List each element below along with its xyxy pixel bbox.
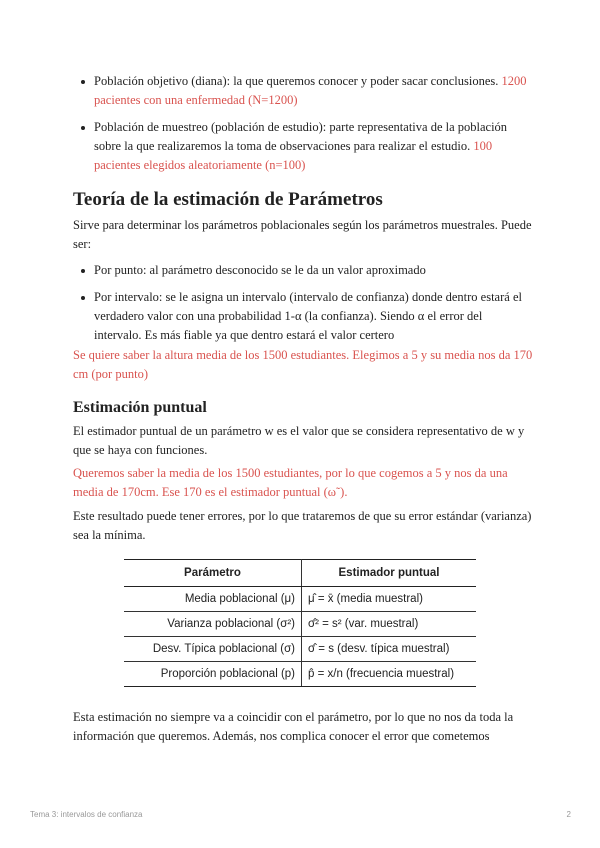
example-paragraph: Queremos saber la media de los 1500 estudiantes, por lo que cogemos a 5 y nos da una media de 170cm. Ese 170 es el estimador puntual (ω˜).: [73, 466, 508, 499]
example-highlight: 1200 pacientes con una enfermedad (N=1200): [94, 74, 527, 107]
list-item-text: Por punto: al parámetro desconocido se le da un valor aproximado: [94, 263, 426, 277]
table-row: [124, 637, 476, 662]
paragraph: Esta estimación no siempre va a coincidir con el parámetro, por lo que no nos da toda la información que queremos. Además, nos complica conocer el error que cometemos: [73, 710, 514, 743]
bullet-dot: [81, 126, 85, 130]
table-header: Parámetro: [124, 560, 302, 587]
page-number: 2: [566, 810, 571, 819]
paragraph: Sirve para determinar los parámetros poblacionales según los parámetros muestrales. Puede ser:: [73, 218, 532, 251]
table-header: Estimador puntual: [302, 560, 477, 587]
estimator-table: [124, 559, 476, 687]
list-item: [0, 288, 600, 345]
example-paragraph: Se quiere saber la altura media de los 1500 estudiantes. Elegimos a 5 y su media nos da 170 cm (por punto): [73, 348, 533, 381]
footer-title: Tema 3: intervalos de confianza: [30, 810, 143, 819]
paragraph: El estimador puntual de un parámetro w es el valor que se considera representativo de w y que se haya con funciones.: [73, 424, 525, 457]
table-row: [124, 612, 476, 637]
table-cell: Varianza poblacional (σ²): [124, 612, 302, 637]
table-row: [124, 662, 476, 687]
list-item: [0, 72, 600, 110]
table-cell: Media poblacional (μ): [124, 587, 302, 612]
section-title: Teoría de la estimación de Parámetros: [73, 189, 383, 210]
table-row: [124, 587, 476, 612]
bullet-dot: [81, 296, 85, 300]
table-cell: σ̂ = s (desv. típica muestral): [302, 637, 477, 662]
example-highlight: 100 pacientes elegidos aleatoriamente (n=100): [94, 139, 493, 172]
population-list: [0, 72, 600, 183]
list-item: [0, 118, 600, 175]
bullet-dot: [81, 80, 85, 84]
table-cell: μ̂ = x̄ (media muestral): [302, 587, 477, 612]
list-item-text: Por intervalo: se le asigna un intervalo (intervalo de confianza) donde dentro estará el verdadero valor con una probabilidad 1-α (la confianza). Siendo α el error del intervalo. Es más fiable ya que dentro estará el valor certero: [94, 290, 522, 342]
table-cell: p̂ = x/n (frecuencia muestral): [302, 662, 477, 687]
list-item-text: Población de muestreo (población de estudio): parte representativa de la población sobre la que realizaremos la toma de observaciones para realizar el estudio.: [94, 120, 508, 153]
estimation-types-list: [0, 261, 600, 353]
table-cell: Proporción poblacional (p): [124, 662, 302, 687]
table-cell: σ̂² = s² (var. muestral): [302, 612, 477, 637]
list-item: [0, 261, 600, 280]
paragraph: Este resultado puede tener errores, por lo que trataremos de que su error estándar (varianza) sea la mínima.: [73, 509, 532, 542]
table-header-row: [124, 560, 476, 587]
list-item-text: Población objetivo (diana): la que queremos conocer y poder sacar conclusiones.: [94, 74, 499, 88]
bullet-dot: [81, 269, 85, 273]
subsection-title: Estimación puntual: [73, 399, 207, 416]
table-cell: Desv. Típica poblacional (σ): [124, 637, 302, 662]
